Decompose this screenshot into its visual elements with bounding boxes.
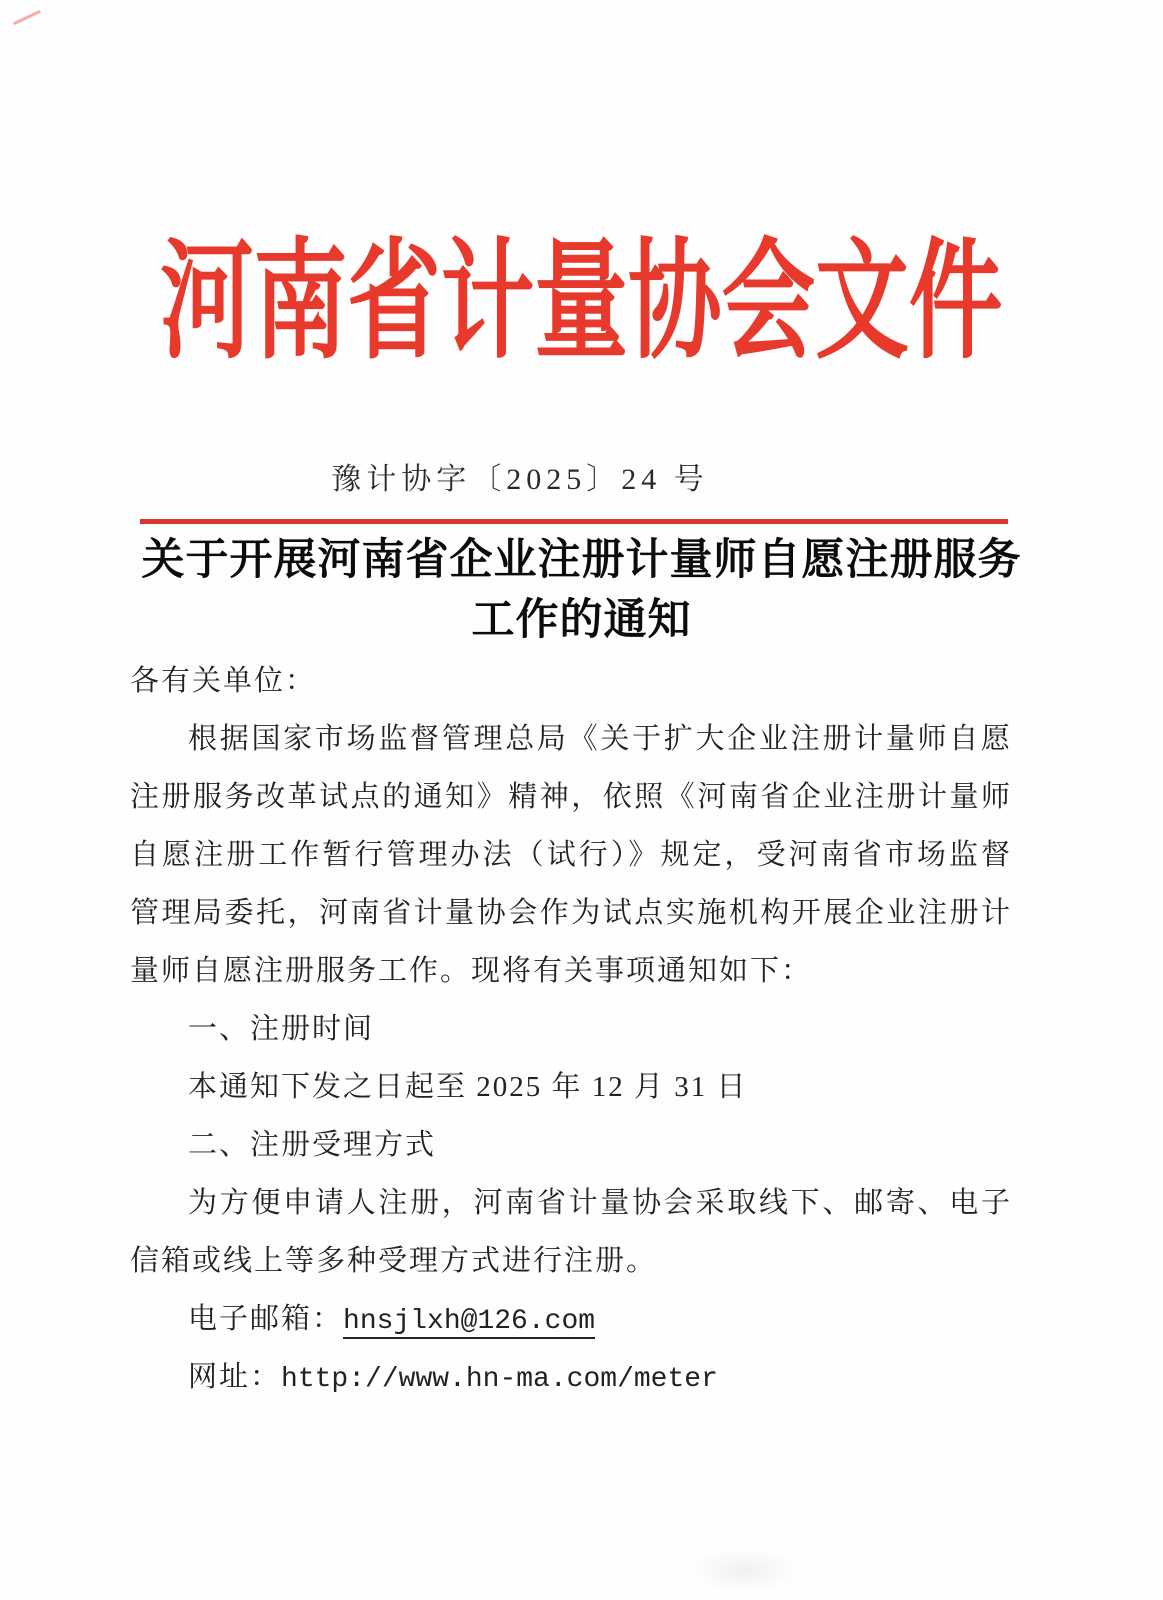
email-label: 电子邮箱： — [188, 1303, 344, 1335]
body-line: 自愿注册工作暂行管理办法（试行）》规定，受河南省市场监督 — [130, 839, 1010, 871]
document-title-line2: 工作的通知 — [471, 596, 692, 644]
document-body — [130, 652, 1010, 1406]
letterhead-title: 河南省计量协会文件 — [160, 231, 1003, 375]
body-line: 为方便申请人注册，河南省计量协会采取线下、邮寄、电子 — [188, 1187, 1010, 1219]
document-title — [60, 530, 1103, 650]
document-number: 豫计协字〔2025〕24 号 — [331, 463, 709, 496]
website-url: http://www.hn-ma.com/meter — [281, 1364, 718, 1395]
website-label: 网址： — [188, 1361, 282, 1393]
registration-deadline-line: 本通知下发之日起至 2025 年 12 月 31 日 — [188, 1071, 748, 1103]
salutation-line: 各有关单位： — [130, 665, 317, 697]
red-pen-artifact — [13, 10, 41, 25]
document-title-line1: 关于开展河南省企业注册计量师自愿注册服务 — [141, 536, 1022, 584]
body-line: 根据国家市场监督管理总局《关于扩大企业注册计量师自愿 — [188, 723, 1010, 755]
section-heading-acceptance-method: 二、注册受理方式 — [188, 1129, 437, 1161]
scan-smudge — [690, 1548, 800, 1593]
body-line: 管理局委托，河南省计量协会作为试点实施机构开展企业注册计 — [130, 897, 1010, 929]
email-line — [130, 1290, 1010, 1348]
website-line — [130, 1348, 1010, 1406]
email-address: hnsjlxh@126.com — [343, 1306, 596, 1337]
body-line: 注册服务改革试点的通知》精神，依照《河南省企业注册计量师 — [130, 781, 1010, 813]
body-line: 量师自愿注册服务工作。现将有关事项通知如下： — [130, 955, 813, 987]
body-line: 信箱或线上等多种受理方式进行注册。 — [130, 1245, 658, 1277]
section-heading-registration-time: 一、注册时间 — [188, 1013, 375, 1045]
red-divider-line — [140, 519, 1008, 524]
